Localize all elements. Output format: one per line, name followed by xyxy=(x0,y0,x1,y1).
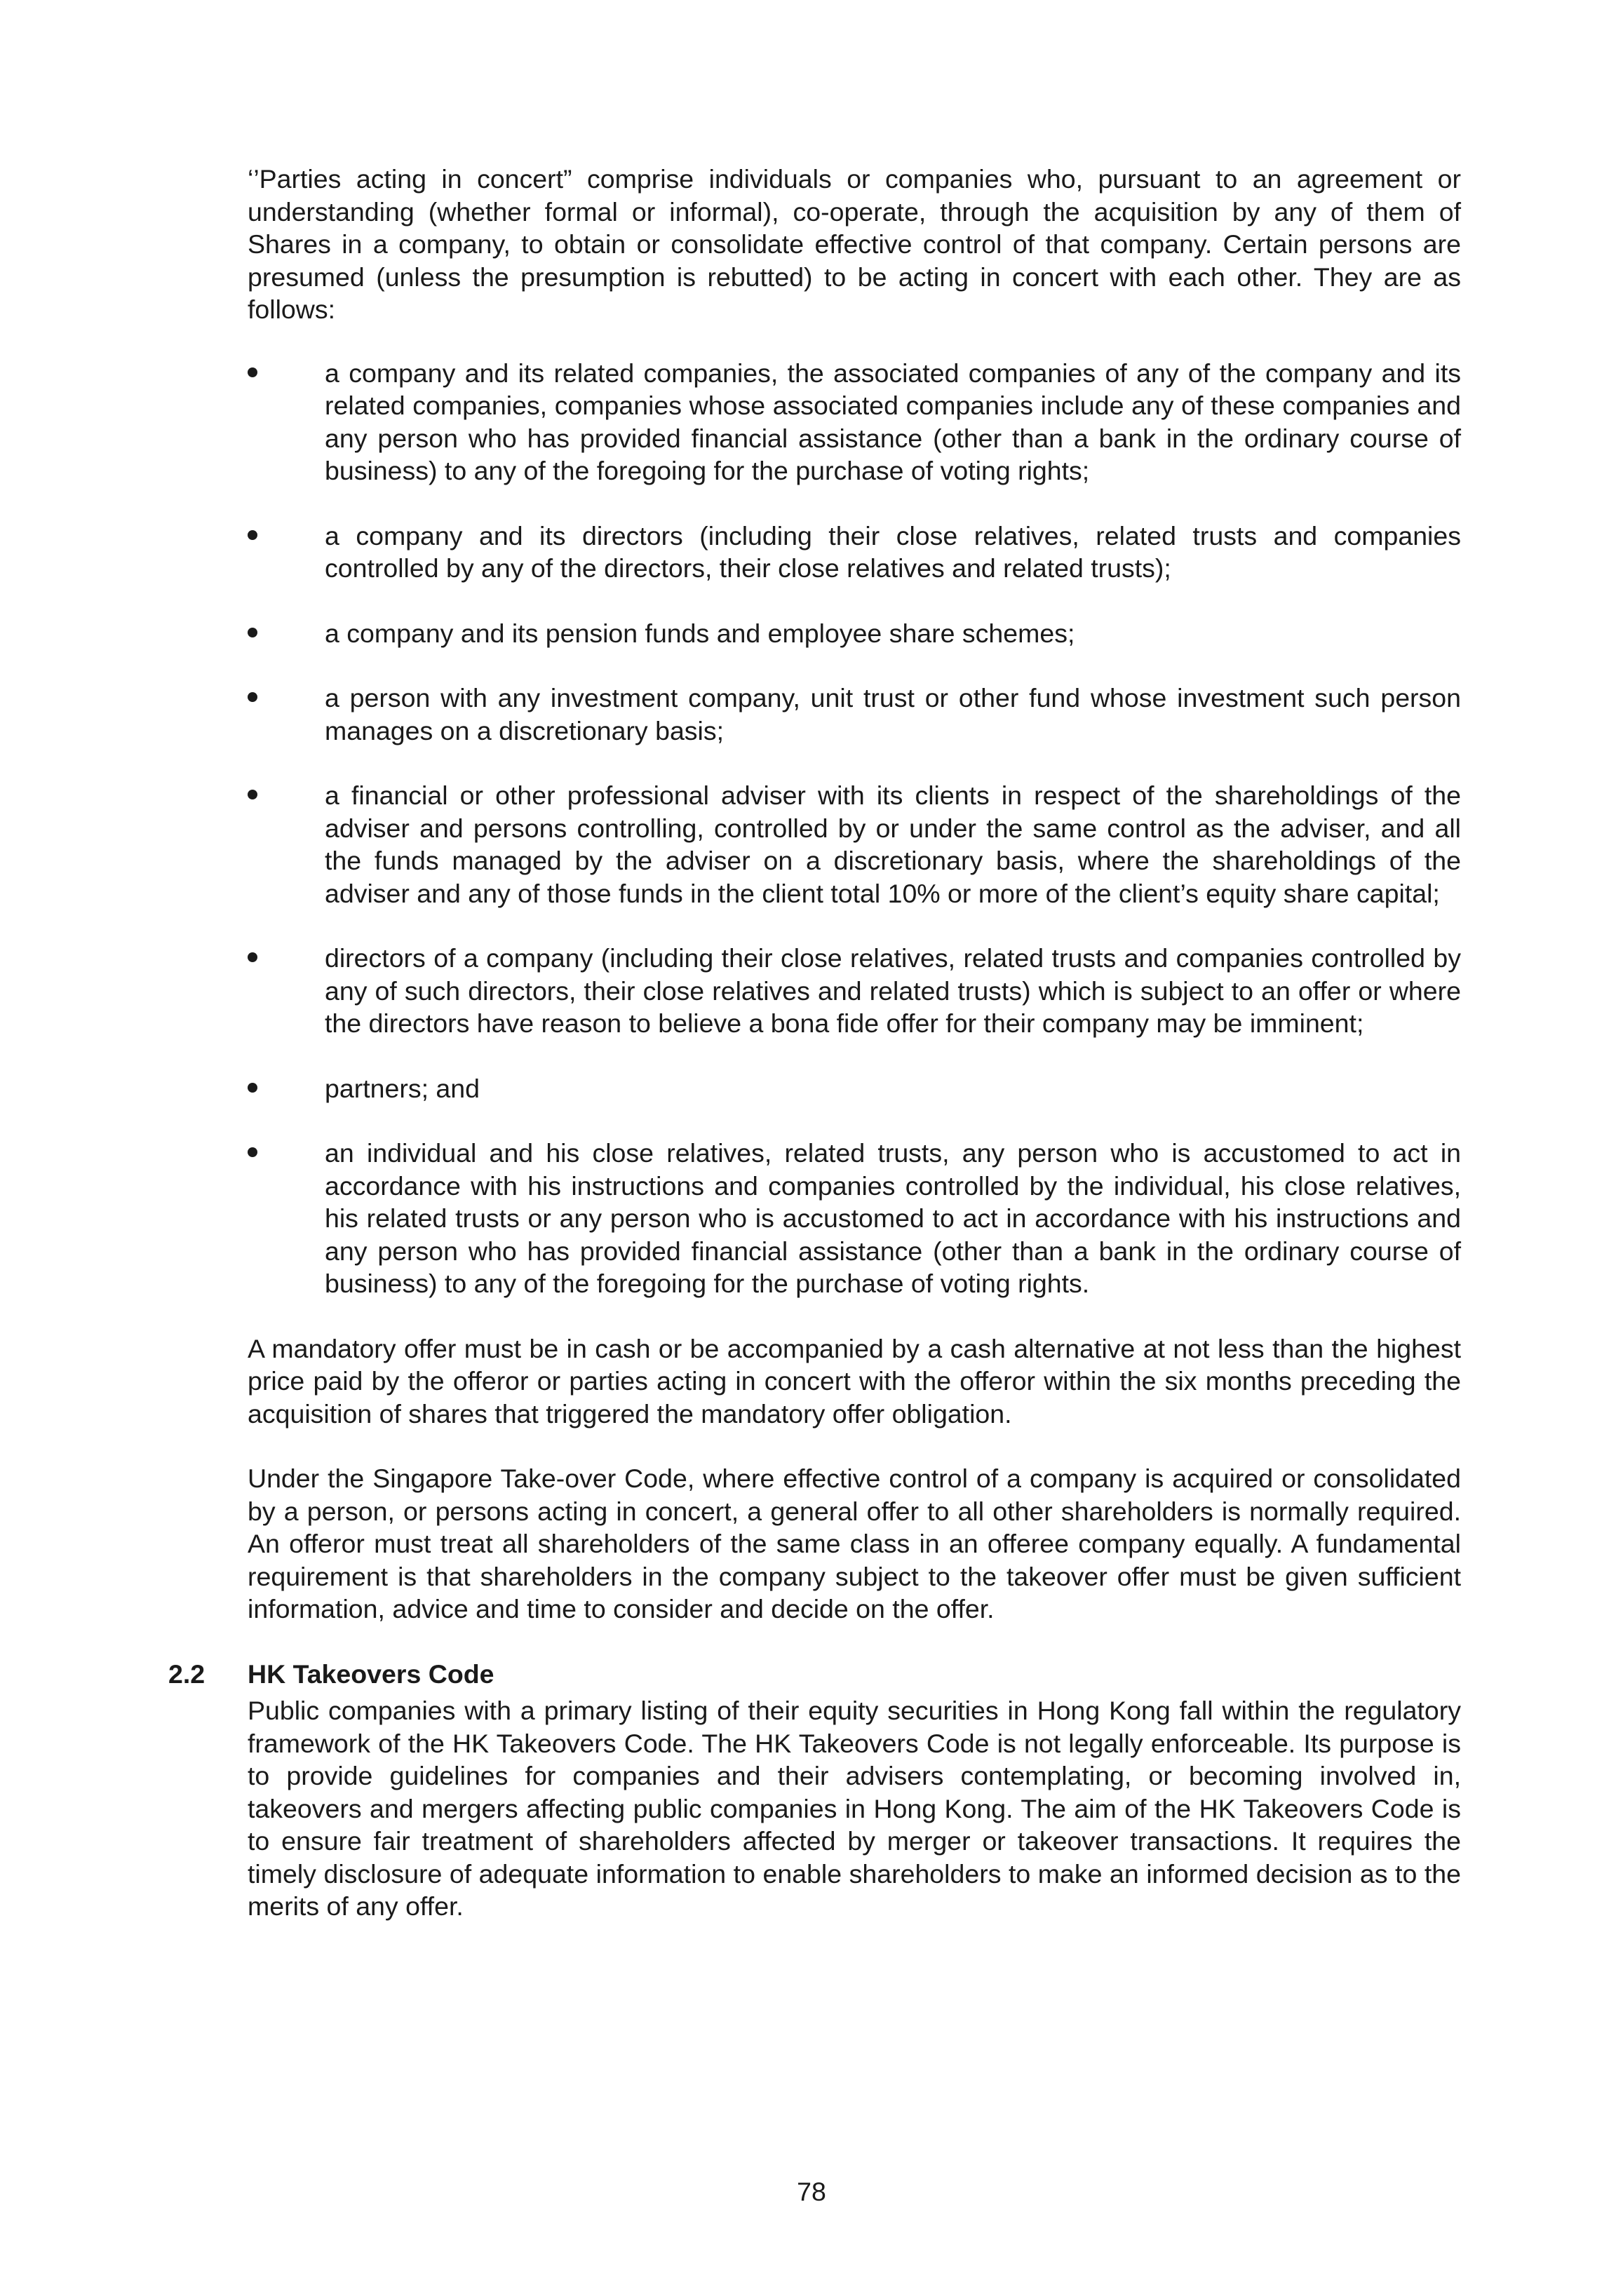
bullet-icon xyxy=(248,790,257,799)
acting-in-concert-list xyxy=(248,357,1461,1300)
bullet-icon xyxy=(248,530,257,540)
bullet-icon xyxy=(248,1147,257,1157)
page-content xyxy=(168,163,1461,1923)
list-item xyxy=(248,357,1461,487)
bullet-icon xyxy=(248,692,257,702)
bullet-icon xyxy=(248,367,257,377)
page-number: 78 xyxy=(797,2177,826,2206)
list-item xyxy=(248,520,1461,585)
list-item xyxy=(248,942,1461,1040)
bullet-icon xyxy=(248,628,257,637)
list-item xyxy=(248,682,1461,747)
section-body-paragraph: Public companies with a primary listing of their equity securities in Hong Kong fall within the regulatory framework of the HK Takeovers Code. The HK Takeovers Code is not legally enforceable. Its purpose is to provide guidelines for companies and their advisers contemplating, or becoming involved in, takeovers and mergers affecting public companies in Hong Kong. The aim of the HK Takeovers Code is to ensure fair treatment of shareholders affected by merger or takeover transactions. It requires the timely disclosure of adequate information to enable shareholders to make an informed decision as to the merits of any offer. xyxy=(248,1696,1461,1921)
list-item-text: directors of a company (including their close relatives, related trusts and companies controlled by any of such directors, their close relatives and related trusts) which is subject to an offer or where the directors have reason to believe a bona fide offer for their company may be imminent; xyxy=(325,943,1461,1038)
section-number: 2.2 xyxy=(168,1659,206,1689)
intro-paragraph: ‘’Parties acting in concert” comprise individuals or companies who, pursuant to an agreement or understanding (whether formal or informal), co-operate, through the acquisition by any of them of Shares in a company, to obtain or consolidate effective control of that company. Certain persons are presumed (unless the presumption is rebutted) to be acting in concert with each other. They are as follows: xyxy=(248,164,1461,324)
list-item xyxy=(248,779,1461,910)
section-title: HK Takeovers Code xyxy=(248,1659,494,1689)
bullet-icon xyxy=(248,952,257,962)
singapore-code-paragraph: Under the Singapore Take-over Code, where effective control of a company is acquired or consolidated by a person, or persons acting in concert, a general offer to all other shareholders is normally required. An offeror must treat all shareholders of the same class in an offeree company equally. A fundamental requirement is that shareholders in the company subject to the takeover offer must be given sufficient information, advice and time to consider and decide on the offer. xyxy=(248,1464,1461,1623)
list-item xyxy=(248,617,1461,650)
list-item xyxy=(248,1072,1461,1105)
mandatory-offer-paragraph: A mandatory offer must be in cash or be accompanied by a cash alternative at not less than the highest price paid by the offeror or parties acting in concert with the offeror within the six months preceding the acquisition of shares that triggered the mandatory offer obligation. xyxy=(248,1333,1461,1429)
list-item-text: a company and its pension funds and employee share schemes; xyxy=(325,618,1075,648)
list-item-text: a company and its directors (including their close relatives, related trusts and companies controlled by any of the directors, their close relatives and related trusts); xyxy=(325,520,1461,583)
bullet-icon xyxy=(248,1083,257,1093)
section-heading xyxy=(168,1658,1461,1691)
list-item-text: a company and its related companies, the associated companies of any of the company and its related companies, companies whose associated companies include any of these companies and any person who has provided financial assistance (other than a bank in the ordinary course of business) to any of the foregoing for the purchase of voting rights; xyxy=(325,358,1461,485)
list-item xyxy=(248,1137,1461,1300)
list-item-text: partners; and xyxy=(325,1073,480,1103)
list-item-text: a financial or other professional adviser with its clients in respect of the shareholdings of the adviser and persons controlling, controlled by or under the same control as the adviser, and all the funds managed by the adviser on a discretionary basis, where the shareholdings of the adviser and any of those funds in the client total 10% or more of the client’s equity share capital; xyxy=(325,781,1461,908)
list-item-text: a person with any investment company, unit trust or other fund whose investment such person manages on a discretionary basis; xyxy=(325,683,1461,745)
list-item-text: an individual and his close relatives, related trusts, any person who is accustomed to act in accordance with his instructions and companies controlled by the individual, his close relatives, his related trusts or any person who is accustomed to act in accordance with his instructions and any person who has provided financial assistance (other than a bank in the ordinary course of business) to any of the foregoing for the purchase of voting rights. xyxy=(325,1138,1461,1298)
